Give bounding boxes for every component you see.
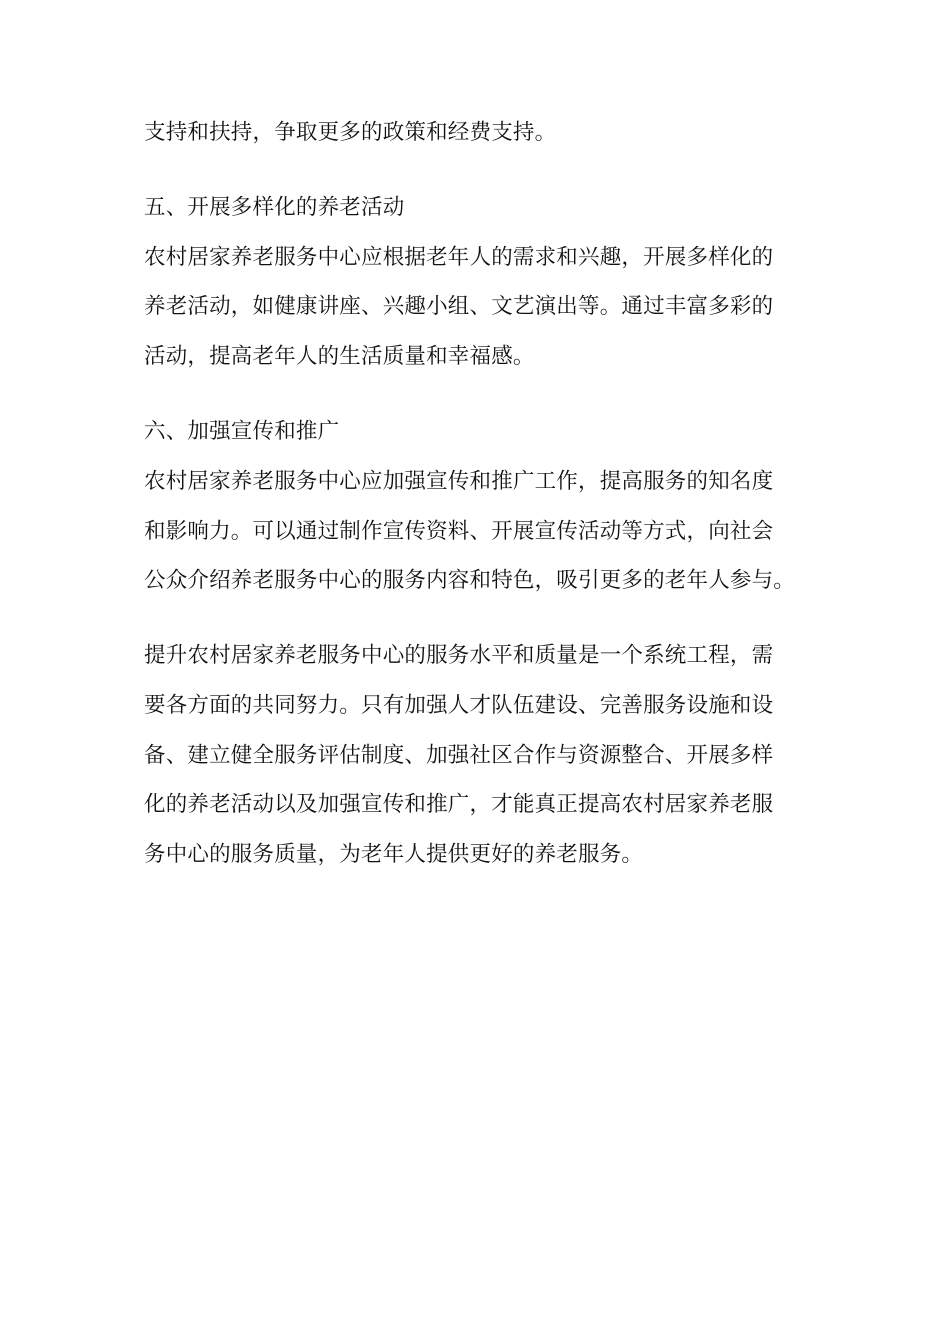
conclusion-line: 务中心的服务质量，为老年人提供更好的养老服务。 — [144, 842, 644, 867]
conclusion-line: 要各方面的共同努力。只有加强人才队伍建设、完善服务设施和设 — [144, 693, 774, 718]
section-six-line: 和影响力。可以通过制作宣传资料、开展宣传活动等方式，向社会 — [144, 519, 774, 544]
section-five-line: 活动，提高老年人的生活质量和幸福感。 — [144, 344, 535, 369]
section-five-line: 养老活动，如健康讲座、兴趣小组、文艺演出等。通过丰富多彩的 — [144, 294, 774, 319]
continuation-line: 支持和扶持，争取更多的政策和经费支持。 — [144, 120, 557, 145]
conclusion-line: 备、建立健全服务评估制度、加强社区合作与资源整合、开展多样 — [144, 743, 774, 768]
section-six-line: 农村居家养老服务中心应加强宣传和推广工作，提高服务的知名度 — [144, 469, 774, 494]
conclusion-line: 提升农村居家养老服务中心的服务水平和质量是一个系统工程，需 — [144, 643, 774, 668]
section-six-line: 公众介绍养老服务中心的服务内容和特色，吸引更多的老年人参与。 — [144, 568, 796, 593]
conclusion-line: 化的养老活动以及加强宣传和推广，才能真正提高农村居家养老服 — [144, 792, 774, 817]
section-five-heading: 五、开展多样化的养老活动 — [144, 195, 405, 220]
section-six-heading: 六、加强宣传和推广 — [144, 419, 340, 444]
section-five-line: 农村居家养老服务中心应根据老年人的需求和兴趣，开展多样化的 — [144, 245, 774, 270]
